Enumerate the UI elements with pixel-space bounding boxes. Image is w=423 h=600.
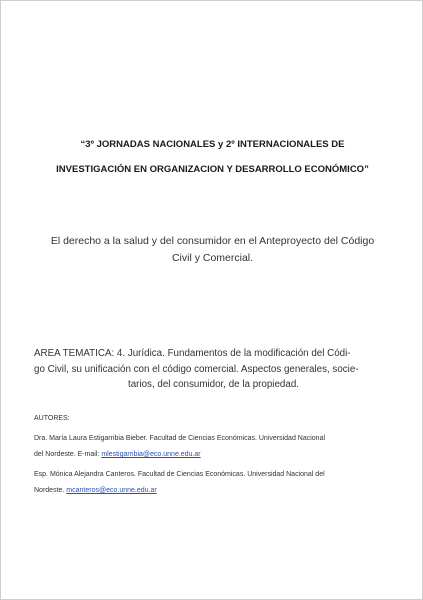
author-contact <box>34 483 394 499</box>
author-affiliation: Dra. María Laura Estigarribia Bieber. Facultad de Ciencias Económicas. Universidad Nacional <box>34 435 326 442</box>
thematic-area-line-1: AREA TEMATICA: 4. Jurídica. Fundamentos de la modificación del Códi- <box>34 348 351 359</box>
author-email-link[interactable]: mcanteros@eco.unne.edu.ar <box>66 487 157 494</box>
author-entry <box>34 467 394 499</box>
author-entry <box>34 431 394 463</box>
paper-title-line-1: El derecho a la salud y del consumidor en el Anteproyecto del Código <box>50 235 375 247</box>
conference-title-line-2: INVESTIGACIÓN EN ORGANIZACION Y DESARROLLO ECONÓMICO” <box>56 164 369 175</box>
thematic-area-line-2: go Civil, su unificación con el código comercial. Aspectos generales, socie- <box>34 363 359 375</box>
paper-title <box>31 233 394 267</box>
author-affiliation: Esp. Mónica Alejandra Canteros. Facultad de Ciencias Económicas. Universidad Nacional del <box>34 471 325 478</box>
author-contact <box>34 447 394 463</box>
thematic-area-line-3: tarios, del consumidor, de la propiedad. <box>127 379 299 390</box>
author-contact-prefix: Nordeste. <box>34 487 67 494</box>
thematic-area <box>34 346 393 393</box>
author-email-link[interactable]: mlestigarribia@eco.unne.edu.ar <box>101 451 201 458</box>
conference-title-line-1: “3º JORNADAS NACIONALES y 2º INTERNACIONALES DE <box>80 139 345 150</box>
paper-title-line-2: Civil y Comercial. <box>171 252 254 264</box>
authors-label: AUTORES: <box>34 415 70 422</box>
author-contact-prefix: del Nordeste. E-mail: <box>34 451 102 458</box>
